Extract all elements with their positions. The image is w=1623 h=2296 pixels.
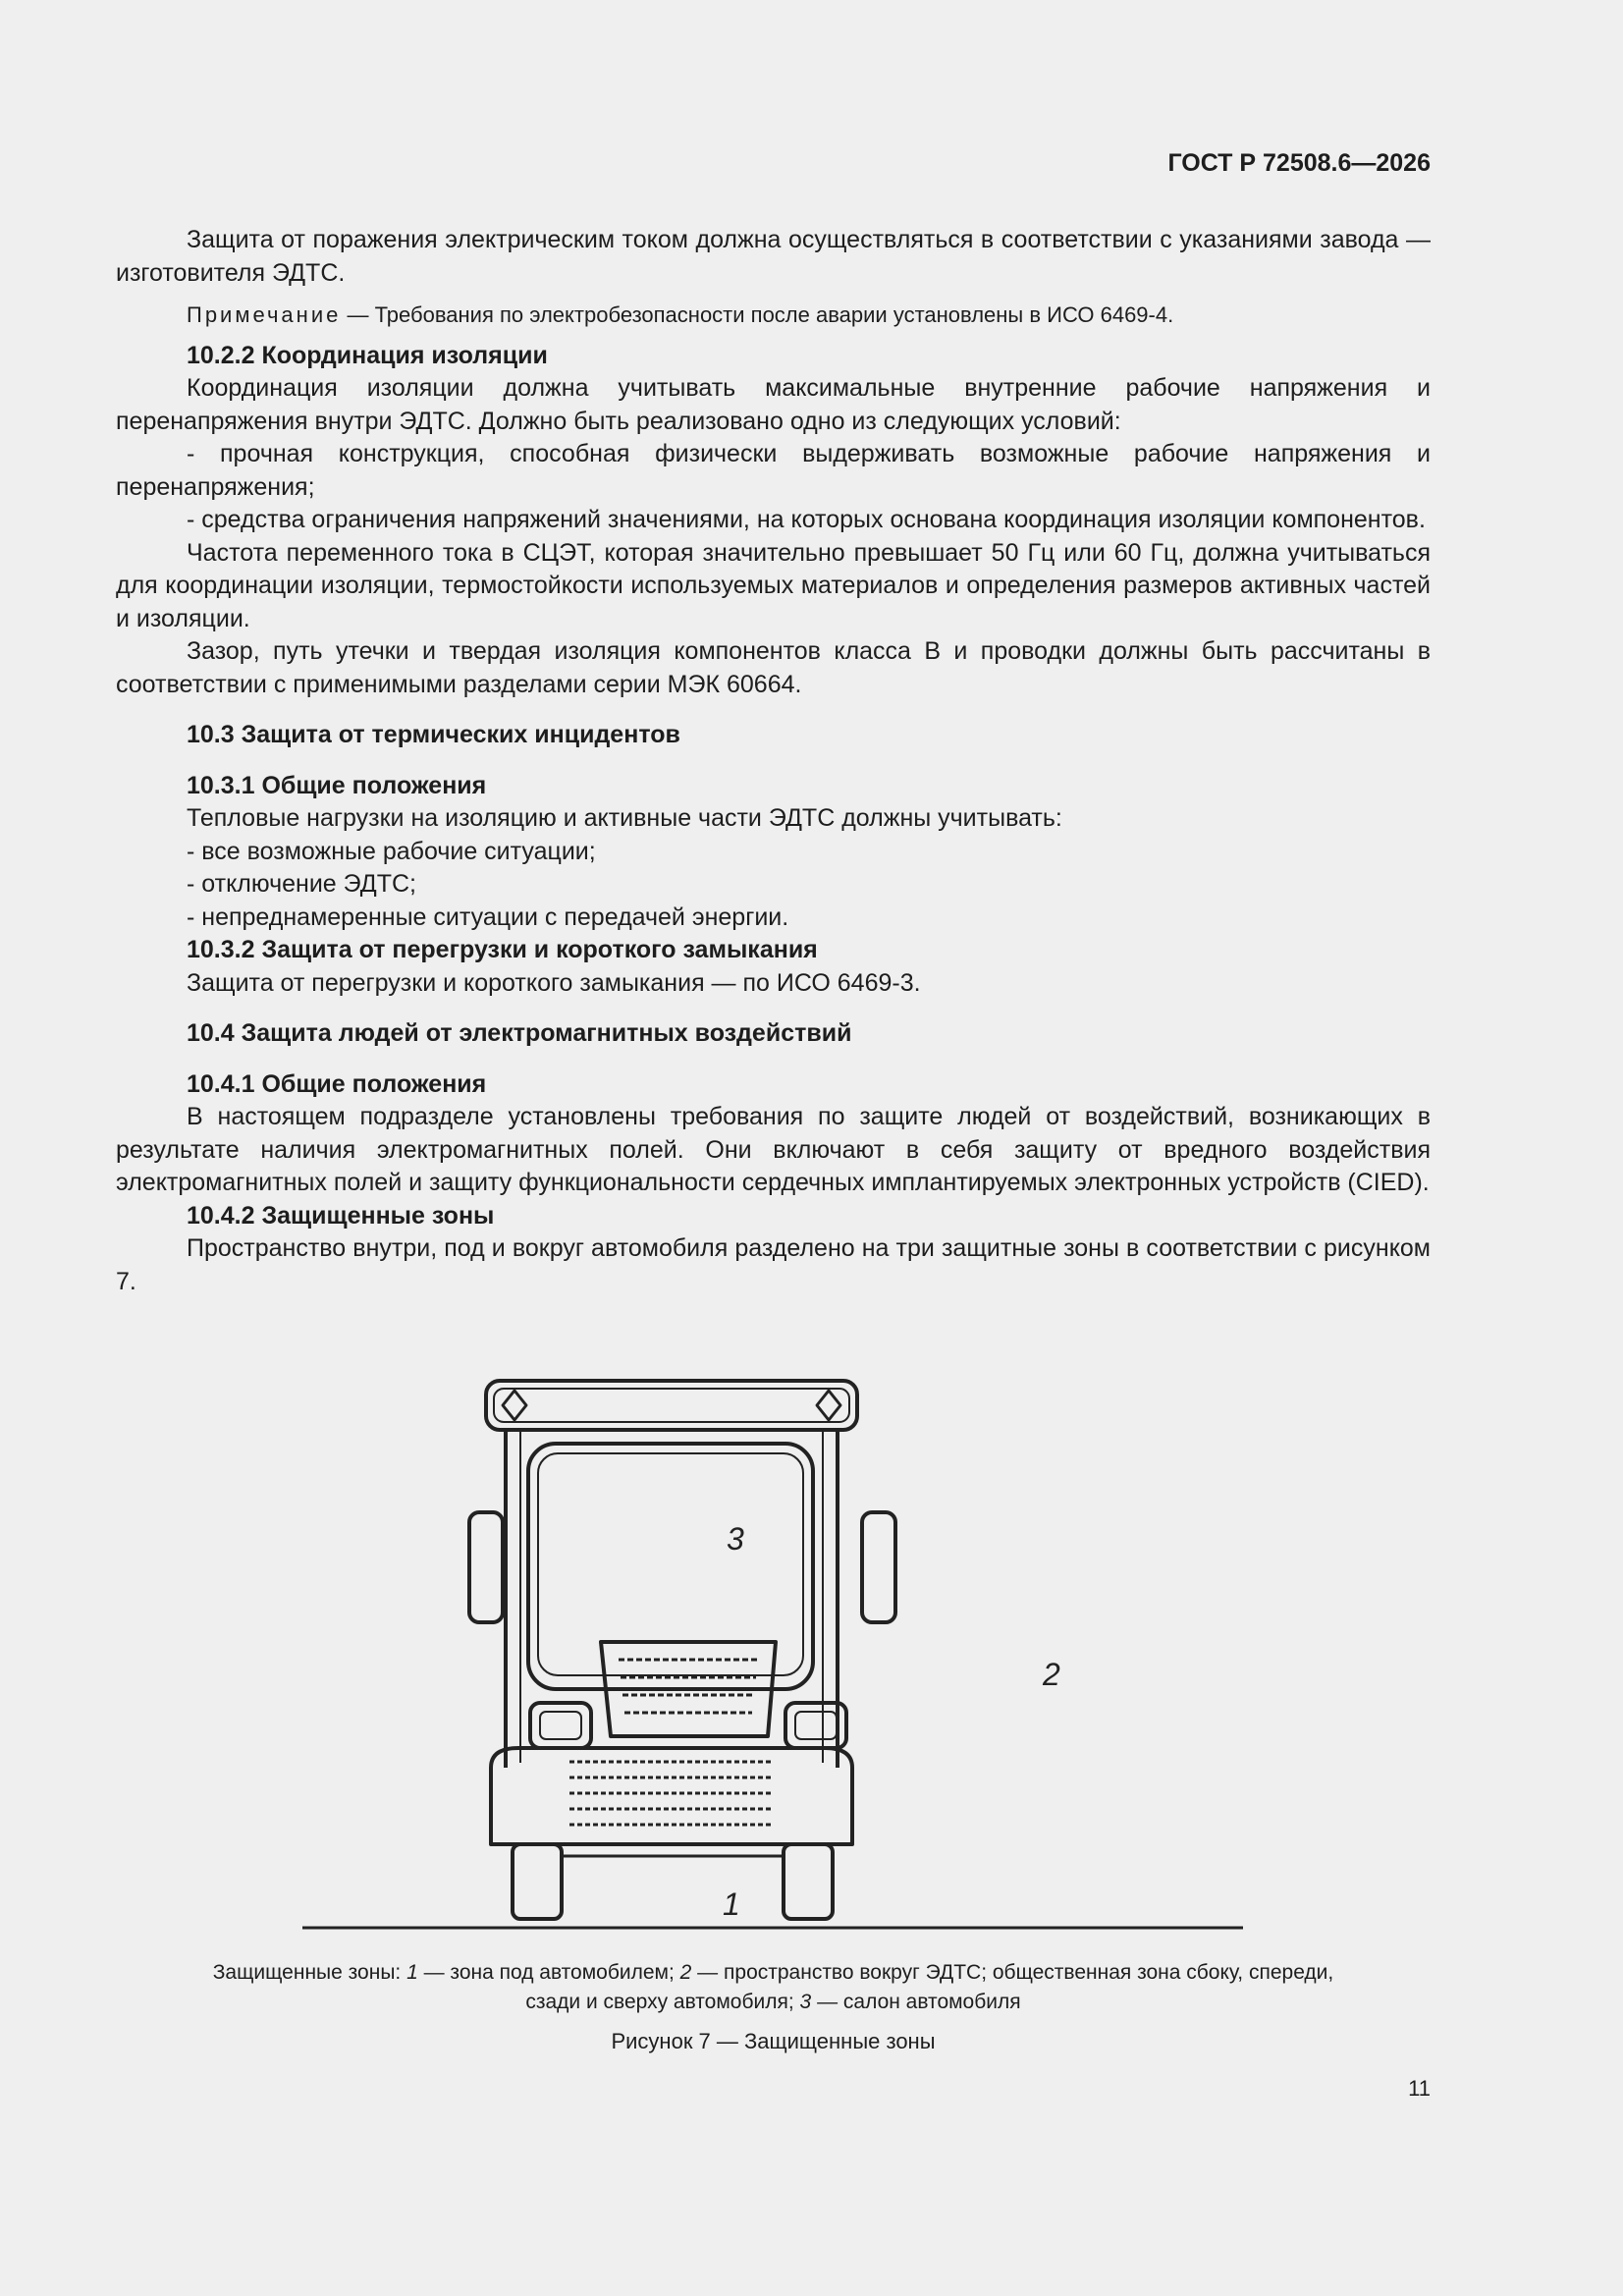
paragraph: Защита от перегрузки и короткого замыкания — по ИСО 6469-3. (187, 968, 921, 997)
paragraph: Пространство внутри, под и вокруг автомобиля разделено на три защитные зоны в соответствии с рисунком 7. (116, 1234, 1431, 1295)
legend-line: сзади и сверху автомобиля; 3 — салон автомобиля (525, 1991, 1021, 2013)
section-heading: 10.2.2 Координация изоляции (187, 341, 548, 369)
note-text: — Требования по электробезопасности после аварии установлены в ИСО 6469-4. (341, 302, 1174, 327)
legend-line: Защищенные зоны: 1 — зона под автомобилем; 2 — пространство вокруг ЭДТС; общественная зона сбоку, спереди, (212, 1961, 1334, 1984)
list-item: - все возможные рабочие ситуации; (187, 837, 596, 865)
windshield (528, 1444, 813, 1689)
list-item: - непреднамеренные ситуации с передачей энергии. (187, 902, 789, 931)
figure-legend (116, 1958, 1431, 2017)
roof-lamp-left (503, 1391, 526, 1420)
paragraph: Зазор, путь утечки и твердая изоляция компонентов класса В и проводки должны быть рассчитаны в соответствии с применимыми разделами серии МЭК 60664. (116, 637, 1431, 698)
section-heading: 10.3.1 Общие положения (187, 771, 487, 799)
truck-zones-figure (295, 1375, 1257, 1935)
section-heading: 10.3 Защита от термических инцидентов (187, 721, 680, 748)
list-item: - средства ограничения напряжений значениями, на которых основана координация изоляции компонентов. (187, 506, 1426, 533)
wheel-left (513, 1844, 562, 1919)
mirror-left (469, 1512, 503, 1622)
cab-outline (506, 1430, 838, 1768)
zone-2-label: 2 (1043, 1657, 1060, 1692)
roof-lamp-right (817, 1391, 840, 1420)
list-item: - отключение ЭДТС; (187, 870, 416, 898)
zone-3-label: 3 (727, 1521, 744, 1557)
paragraph: Тепловые нагрузки на изоляцию и активные части ЭДТС должны учитывать: (187, 804, 1062, 832)
section-heading: 10.4.2 Защищенные зоны (187, 1201, 495, 1230)
list-item: - прочная конструкция, способная физически выдерживать возможные рабочие напряжения и перенапряжения; (116, 440, 1431, 501)
section-heading: 10.4 Защита людей от электромагнитных воздействий (187, 1019, 852, 1047)
note-label: Примечание (187, 302, 342, 327)
paragraph: В настоящем подразделе установлены требования по защите людей от воздействий, возникающих в результате наличия электромагнитных полей. Они включают в себя защиту от вредного воздействия электромагнитных полей и защиту функциональности сердечных имплантируемых электронных устройств (CIED). (116, 1103, 1431, 1196)
paragraph: Координация изоляции должна учитывать максимальные внутренние рабочие напряжения и перенапряжения внутри ЭДТС. Должно быть реализовано одно из следующих условий: (116, 374, 1431, 435)
paragraph: Частота переменного тока в СЦЭТ, которая значительно превышает 50 Гц или 60 Гц, должна учитываться для координации изоляции, термостойкости используемых материалов и определения размеров активных частей и изоляции. (116, 538, 1431, 632)
document-header: ГОСТ Р 72508.6—2026 (1167, 149, 1431, 177)
zone-1-label: 1 (723, 1886, 740, 1922)
document-body (116, 224, 1431, 1298)
mirror-right (862, 1512, 895, 1622)
note (116, 299, 1431, 332)
section-heading: 10.3.2 Защита от перегрузки и короткого замыкания (187, 936, 818, 963)
wheel-right (784, 1844, 833, 1919)
figure-caption: Рисунок 7 — Защищенные зоны (611, 2029, 936, 2053)
section-heading: 10.4.1 Общие положения (187, 1069, 487, 1098)
paragraph: Защита от поражения электрическим током должна осуществляться в соответствии с указаниями завода — изготовителя ЭДТС. (116, 226, 1431, 287)
page-number: 11 (1408, 2076, 1431, 2101)
